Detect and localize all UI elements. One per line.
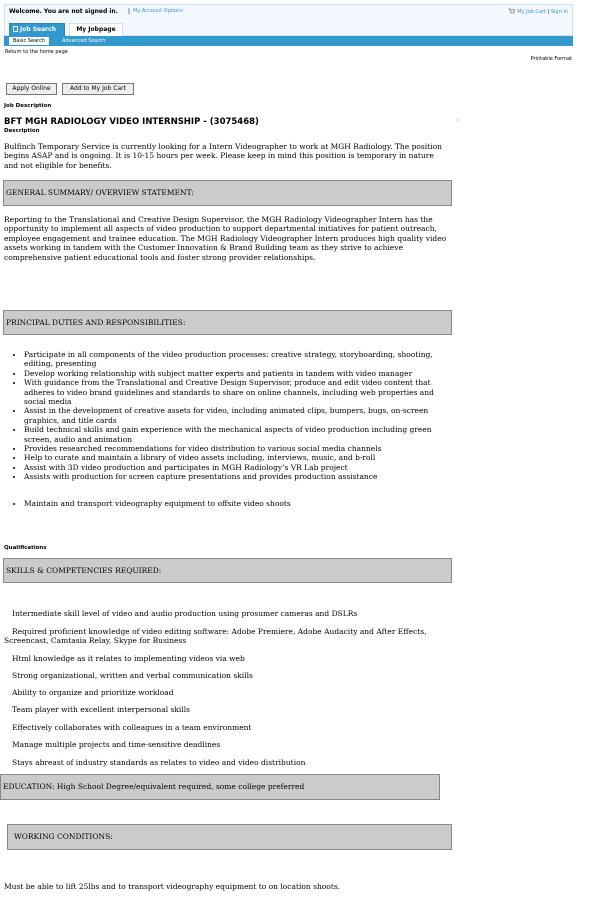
sub-navigation	[4, 36, 573, 46]
skill-item: Stays abreast of industry standards as relates to video and video distribution	[12, 758, 306, 767]
list-item: • Help to curate and maintain a library of video assets including, interviews, music, and b-roll	[24, 453, 450, 462]
cart-icon[interactable]	[508, 8, 515, 14]
welcome-text: Welcome. You are not signed in.	[9, 8, 118, 15]
skills-heading: SKILLS & COMPETENCIES REQUIRED:	[3, 558, 452, 583]
skill-item: Effectively collaborates with colleagues in a team environment	[12, 723, 252, 732]
working-conditions-heading: WORKING CONDITIONS:	[7, 824, 452, 850]
skill-item: Team player with excellent interpersonal skills	[12, 705, 190, 714]
header-separator: |	[128, 8, 131, 15]
duties-list-extra	[4, 499, 450, 508]
description-label: Description	[4, 128, 40, 134]
duties-list	[4, 350, 450, 482]
divider-mark	[457, 118, 458, 122]
tab-job-search[interactable]	[9, 23, 65, 37]
skill-item: Required proficient knowledge of video editing software: Adobe Premiere, Adobe Audacity and After Effects, Screencast, Camtasia Relay, Skype for Business	[4, 627, 427, 646]
qualifications-label: Qualifications	[4, 545, 47, 551]
summary-paragraph: Reporting to the Translational and Creative Design Supervisor, the MGH Radiology Videographer Intern has the opportunity to implement all aspects of video production to support departmental initiatives for patient outreach, employee engagement and trainee education. The MGH Radiology Videographer Intern produces high quality video assets working in tandem with the Customer Innovation & Brand Building team as they strive to achieve comprehensive patient educational tools and foster strong provider relationships.	[4, 215, 447, 262]
printable-format-link[interactable]: Printable Format	[530, 56, 572, 62]
intro-paragraph: Bulfinch Temporary Service is currently looking for a Intern Videographer to work at MGH Radiology. The position begins ASAP and is ongoing. It is 10-15 hours per week. Please keep in mind this position is temporary in nature and not eligible for benefits.	[4, 142, 442, 170]
list-item: • Assists with production for screen capture presentations and provides production assistance	[24, 472, 450, 481]
tab-my-jobpage[interactable]: My Jobpage	[69, 23, 123, 37]
list-item: • Assist with 3D video production and participates in MGH Radiology’s VR Lab project	[24, 463, 450, 472]
job-cart-link[interactable]: My Job Cart	[517, 9, 546, 15]
list-item: • Build technical skills and gain experience with the mechanical aspects of video production including green screen, audio and animation	[24, 425, 450, 444]
home-link[interactable]: Return to the home page	[5, 49, 68, 55]
header-separator: |	[547, 9, 550, 15]
skill-item: Intermediate skill level of video and audio production using prosumer cameras and DSLRs	[12, 609, 358, 618]
add-to-cart-button[interactable]: Add to My Job Cart	[62, 83, 134, 95]
principal-duties-heading: PRINCIPAL DUTIES AND RESPONSIBILITIES:	[3, 310, 452, 335]
tab-job-search-label: Job Search	[20, 26, 56, 33]
list-item: • Develop working relationship with subject matter experts and patients in tandem with video manager	[24, 369, 450, 378]
skill-item: Html knowledge as it relates to implementing videos via web	[12, 654, 245, 663]
list-item: • Participate in all components of the video production processes: creative strategy, storyboarding, shooting, editing, presenting	[24, 350, 450, 369]
job-description-label: Job Description	[4, 103, 52, 109]
lift-requirement-text: Must be able to lift 25lbs and to transport videography equipment to on location shoots.	[4, 882, 341, 891]
list-item: • Provides researched recommendations for video distribution to various social media channels	[24, 444, 450, 453]
skill-item: Ability to organize and prioritize workload	[12, 688, 174, 697]
sign-in-link[interactable]: Sign In	[550, 9, 568, 15]
top-header	[4, 4, 573, 36]
list-item: • Maintain and transport videography equipment to offsite video shoots	[24, 499, 450, 508]
list-item: • With guidance from the Translational and Creative Design Supervisor, produce and edit video content that adheres to video brand guidelines and standards to share on online channels, including web properties and social media	[24, 378, 450, 406]
list-item: • Assist in the development of creative assets for video, including animated clips, bumpers, bugs, on-screen graphics, and title cards	[24, 406, 450, 425]
search-tab-icon	[13, 26, 18, 32]
apply-online-button[interactable]: Apply Online	[6, 83, 57, 95]
skill-item: Manage multiple projects and time-sensitive deadlines	[12, 740, 221, 749]
basic-search-link[interactable]: Basic Search	[9, 37, 49, 45]
job-title: BFT MGH RADIOLOGY VIDEO INTERNSHIP - (3075468)	[4, 117, 259, 127]
general-summary-heading: GENERAL SUMMARY/ OVERVIEW STATEMENT:	[3, 180, 452, 206]
advanced-search-link[interactable]: Advanced Search	[62, 38, 106, 44]
cart-area	[508, 8, 568, 15]
skill-item: Strong organizational, written and verbal communication skills	[12, 671, 253, 680]
account-options-link[interactable]: My Account Options	[133, 8, 183, 14]
education-heading: EDUCATION: High School Degree/equivalent required, some college preferred	[0, 774, 440, 800]
